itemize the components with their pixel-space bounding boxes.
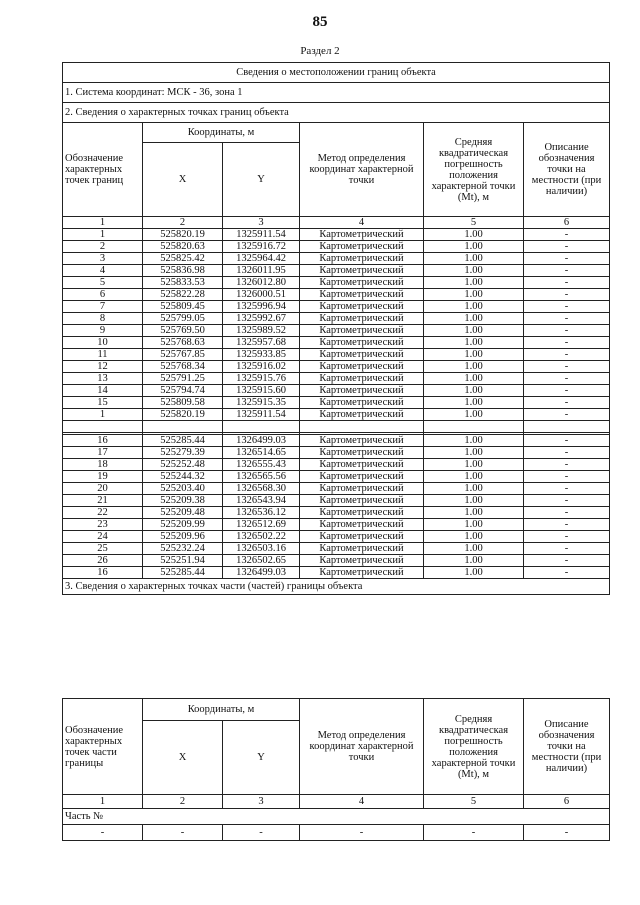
method-cell: Картометрический — [300, 555, 424, 567]
col-number: 4 — [300, 217, 424, 229]
table-row — [63, 373, 610, 385]
table-row — [63, 519, 610, 531]
table-row — [63, 385, 610, 397]
error-cell: 1.00 — [424, 253, 524, 265]
point-number-cell: 9 — [63, 325, 143, 337]
header-error: Средняя квадратическая погрешность положения характерной точки (Mt), м — [424, 123, 524, 217]
header-description: Описание обозначения точки на местности (при наличии) — [524, 123, 610, 217]
method-cell: Картометрический — [300, 459, 424, 471]
point-number-cell: 6 — [63, 289, 143, 301]
error-cell: 1.00 — [424, 301, 524, 313]
y-coordinate-cell: - — [223, 825, 300, 841]
description-cell: - — [524, 277, 610, 289]
part-points-table — [62, 698, 610, 841]
table-row — [63, 325, 610, 337]
col-number: 3 — [223, 795, 300, 809]
method-cell: Картометрический — [300, 349, 424, 361]
y-coordinate-cell: 1325911.54 — [223, 229, 300, 241]
method-cell: Картометрический — [300, 519, 424, 531]
header-x: X — [143, 721, 223, 795]
subsection-2-title: 2. Сведения о характерных точках границ объекта — [63, 103, 610, 123]
description-cell: - — [524, 507, 610, 519]
table-row — [63, 313, 610, 325]
method-cell: Картометрический — [300, 289, 424, 301]
x-coordinate-cell: 525279.39 — [143, 447, 223, 459]
error-cell: 1.00 — [424, 313, 524, 325]
method-cell: Картометрический — [300, 229, 424, 241]
part-label: Часть № — [63, 809, 610, 825]
y-coordinate-cell: 1326011.95 — [223, 265, 300, 277]
description-cell: - — [524, 567, 610, 579]
table-row — [63, 507, 610, 519]
y-coordinate-cell: 1325996.94 — [223, 301, 300, 313]
point-number-cell: 16 — [63, 435, 143, 447]
y-coordinate-cell — [223, 421, 300, 433]
x-coordinate-cell: 525820.19 — [143, 409, 223, 421]
description-cell — [524, 421, 610, 433]
x-coordinate-cell: 525209.99 — [143, 519, 223, 531]
error-cell: 1.00 — [424, 265, 524, 277]
error-cell: 1.00 — [424, 471, 524, 483]
error-cell: 1.00 — [424, 385, 524, 397]
error-cell: 1.00 — [424, 567, 524, 579]
point-number-cell — [63, 421, 143, 433]
point-number-cell: 18 — [63, 459, 143, 471]
x-coordinate-cell: 525791.25 — [143, 373, 223, 385]
error-cell: 1.00 — [424, 435, 524, 447]
y-coordinate-cell: 1325933.85 — [223, 349, 300, 361]
description-cell: - — [524, 361, 610, 373]
description-cell: - — [524, 471, 610, 483]
method-cell: Картометрический — [300, 495, 424, 507]
x-coordinate-cell: 525794.74 — [143, 385, 223, 397]
error-cell: 1.00 — [424, 289, 524, 301]
table-row — [63, 349, 610, 361]
description-cell: - — [524, 313, 610, 325]
error-cell: 1.00 — [424, 229, 524, 241]
error-cell: 1.00 — [424, 277, 524, 289]
table-row — [63, 471, 610, 483]
description-cell: - — [524, 301, 610, 313]
method-cell: Картометрический — [300, 301, 424, 313]
point-number-cell: 2 — [63, 241, 143, 253]
coord-system: 1. Система координат: МСК - 36, зона 1 — [63, 83, 610, 103]
x-coordinate-cell: 525251.94 — [143, 555, 223, 567]
table-row — [63, 435, 610, 447]
error-cell: 1.00 — [424, 409, 524, 421]
table-row — [63, 229, 610, 241]
method-cell: Картометрический — [300, 385, 424, 397]
x-coordinate-cell: 525769.50 — [143, 325, 223, 337]
y-coordinate-cell: 1325915.60 — [223, 385, 300, 397]
table-row — [63, 253, 610, 265]
method-cell: Картометрический — [300, 507, 424, 519]
y-coordinate-cell: 1326555.43 — [223, 459, 300, 471]
page-number: 85 — [312, 14, 328, 30]
boundary-points-table — [62, 62, 610, 595]
point-number-cell: 10 — [63, 337, 143, 349]
method-cell: Картометрический — [300, 265, 424, 277]
error-cell: 1.00 — [424, 459, 524, 471]
description-cell: - — [524, 385, 610, 397]
description-cell: - — [524, 397, 610, 409]
x-coordinate-cell: 525833.53 — [143, 277, 223, 289]
x-coordinate-cell: - — [143, 825, 223, 841]
y-coordinate-cell: 1326514.65 — [223, 447, 300, 459]
col-number: 1 — [63, 217, 143, 229]
header-method: Метод определения координат характерной точки — [300, 123, 424, 217]
table-row — [63, 301, 610, 313]
error-cell: 1.00 — [424, 361, 524, 373]
x-coordinate-cell: 525244.32 — [143, 471, 223, 483]
part-row — [63, 825, 610, 841]
header-point-label: Обозначение характерных точек границ — [63, 123, 143, 217]
table-row — [63, 495, 610, 507]
point-number-cell: 21 — [63, 495, 143, 507]
description-cell: - — [524, 373, 610, 385]
header-y: Y — [223, 721, 300, 795]
x-coordinate-cell: 525209.48 — [143, 507, 223, 519]
point-number-cell: 5 — [63, 277, 143, 289]
col-number: 5 — [424, 795, 524, 809]
x-coordinate-cell: 525768.63 — [143, 337, 223, 349]
x-coordinate-cell: 525799.05 — [143, 313, 223, 325]
method-cell: Картометрический — [300, 471, 424, 483]
y-coordinate-cell: 1326000.51 — [223, 289, 300, 301]
header-y: Y — [223, 143, 300, 217]
y-coordinate-cell: 1325992.67 — [223, 313, 300, 325]
error-cell — [424, 421, 524, 433]
point-number-cell: 11 — [63, 349, 143, 361]
col-number: 6 — [524, 217, 610, 229]
x-coordinate-cell: 525285.44 — [143, 435, 223, 447]
y-coordinate-cell: 1326512.69 — [223, 519, 300, 531]
point-number-cell: 22 — [63, 507, 143, 519]
y-coordinate-cell: 1325915.35 — [223, 397, 300, 409]
method-cell: Картометрический — [300, 543, 424, 555]
table-row — [63, 483, 610, 495]
description-cell: - — [524, 447, 610, 459]
x-coordinate-cell — [143, 421, 223, 433]
y-coordinate-cell: 1325916.72 — [223, 241, 300, 253]
table-row — [63, 241, 610, 253]
table-row — [63, 277, 610, 289]
point-number-cell: 15 — [63, 397, 143, 409]
col-number: 6 — [524, 795, 610, 809]
x-coordinate-cell: 525836.98 — [143, 265, 223, 277]
subsection-3-title: 3. Сведения о характерных точках части (частей) границы объекта — [63, 579, 610, 595]
error-cell: 1.00 — [424, 349, 524, 361]
error-cell: 1.00 — [424, 447, 524, 459]
description-cell: - — [524, 265, 610, 277]
table-title: Сведения о местоположении границ объекта — [63, 63, 610, 83]
point-number-cell: 25 — [63, 543, 143, 555]
method-cell: Картометрический — [300, 361, 424, 373]
description-cell: - — [524, 543, 610, 555]
method-cell: Картометрический — [300, 397, 424, 409]
header-method: Метод определения координат характерной точки — [300, 699, 424, 795]
y-coordinate-cell: 1326568.30 — [223, 483, 300, 495]
header-point-label-part: Обозначение характерных точек части границы — [63, 699, 143, 795]
description-cell: - — [524, 519, 610, 531]
error-cell: 1.00 — [424, 555, 524, 567]
description-cell: - — [524, 337, 610, 349]
y-coordinate-cell: 1326499.03 — [223, 567, 300, 579]
header-x: X — [143, 143, 223, 217]
point-number-cell: 1 — [63, 409, 143, 421]
x-coordinate-cell: 525822.28 — [143, 289, 223, 301]
method-cell: Картометрический — [300, 567, 424, 579]
y-coordinate-cell: 1326502.22 — [223, 531, 300, 543]
point-number-cell: 4 — [63, 265, 143, 277]
point-number-cell: 19 — [63, 471, 143, 483]
error-cell: 1.00 — [424, 373, 524, 385]
description-cell: - — [524, 253, 610, 265]
x-coordinate-cell: 525820.19 — [143, 229, 223, 241]
method-cell — [300, 421, 424, 433]
y-coordinate-cell: 1325915.76 — [223, 373, 300, 385]
col-number: 2 — [143, 795, 223, 809]
col-number: 5 — [424, 217, 524, 229]
col-number: 3 — [223, 217, 300, 229]
table-row — [63, 555, 610, 567]
point-number-cell: 17 — [63, 447, 143, 459]
method-cell: Картометрический — [300, 337, 424, 349]
header-coords: Координаты, м — [143, 123, 300, 143]
table-row — [63, 409, 610, 421]
y-coordinate-cell: 1326012.80 — [223, 277, 300, 289]
error-cell: 1.00 — [424, 337, 524, 349]
description-cell: - — [524, 289, 610, 301]
method-cell: Картометрический — [300, 313, 424, 325]
column-numbers-row — [63, 217, 610, 229]
x-coordinate-cell: 525809.58 — [143, 397, 223, 409]
x-coordinate-cell: 525768.34 — [143, 361, 223, 373]
table-row — [63, 543, 610, 555]
description-cell: - — [524, 229, 610, 241]
section-title: Раздел 2 — [300, 45, 340, 57]
y-coordinate-cell: 1326543.94 — [223, 495, 300, 507]
point-number-cell: 1 — [63, 229, 143, 241]
table-row — [63, 447, 610, 459]
point-number-cell: 24 — [63, 531, 143, 543]
point-number-cell: 26 — [63, 555, 143, 567]
x-coordinate-cell: 525809.45 — [143, 301, 223, 313]
method-cell: Картометрический — [300, 241, 424, 253]
error-cell: 1.00 — [424, 531, 524, 543]
y-coordinate-cell: 1325957.68 — [223, 337, 300, 349]
y-coordinate-cell: 1325989.52 — [223, 325, 300, 337]
description-cell: - — [524, 435, 610, 447]
point-number-cell: 13 — [63, 373, 143, 385]
y-coordinate-cell: 1326499.03 — [223, 435, 300, 447]
description-cell: - — [524, 241, 610, 253]
table-row — [63, 337, 610, 349]
method-cell: Картометрический — [300, 531, 424, 543]
table-row — [63, 531, 610, 543]
x-coordinate-cell: 525232.24 — [143, 543, 223, 555]
error-cell: 1.00 — [424, 495, 524, 507]
x-coordinate-cell: 525252.48 — [143, 459, 223, 471]
y-coordinate-cell: 1325911.54 — [223, 409, 300, 421]
x-coordinate-cell: 525209.38 — [143, 495, 223, 507]
description-cell: - — [524, 495, 610, 507]
method-cell: Картометрический — [300, 277, 424, 289]
table-row — [63, 397, 610, 409]
table-row — [63, 361, 610, 373]
point-number-cell: 7 — [63, 301, 143, 313]
y-coordinate-cell: 1325916.02 — [223, 361, 300, 373]
method-cell: - — [300, 825, 424, 841]
method-cell: Картометрический — [300, 447, 424, 459]
y-coordinate-cell: 1326565.56 — [223, 471, 300, 483]
x-coordinate-cell: 525285.44 — [143, 567, 223, 579]
description-cell: - — [524, 825, 610, 841]
error-cell: 1.00 — [424, 519, 524, 531]
separator-row — [63, 421, 610, 433]
description-cell: - — [524, 325, 610, 337]
x-coordinate-cell: 525767.85 — [143, 349, 223, 361]
method-cell: Картометрический — [300, 483, 424, 495]
col-number: 4 — [300, 795, 424, 809]
point-number-cell: 12 — [63, 361, 143, 373]
table-row — [63, 459, 610, 471]
y-coordinate-cell: 1326503.16 — [223, 543, 300, 555]
point-number-cell: 20 — [63, 483, 143, 495]
error-cell: 1.00 — [424, 543, 524, 555]
method-cell: Картометрический — [300, 253, 424, 265]
description-cell: - — [524, 409, 610, 421]
point-number-cell: 16 — [63, 567, 143, 579]
x-coordinate-cell: 525825.42 — [143, 253, 223, 265]
point-number-cell: 14 — [63, 385, 143, 397]
x-coordinate-cell: 525820.63 — [143, 241, 223, 253]
error-cell: 1.00 — [424, 325, 524, 337]
point-number-cell: 3 — [63, 253, 143, 265]
description-cell: - — [524, 459, 610, 471]
error-cell: 1.00 — [424, 397, 524, 409]
header-error: Средняя квадратическая погрешность положения характерной точки (Mt), м — [424, 699, 524, 795]
table-row — [63, 289, 610, 301]
method-cell: Картометрический — [300, 373, 424, 385]
x-coordinate-cell: 525203.40 — [143, 483, 223, 495]
error-cell: 1.00 — [424, 483, 524, 495]
error-cell: - — [424, 825, 524, 841]
description-cell: - — [524, 555, 610, 567]
method-cell: Картометрический — [300, 325, 424, 337]
x-coordinate-cell: 525209.96 — [143, 531, 223, 543]
table-row — [63, 567, 610, 579]
error-cell: 1.00 — [424, 507, 524, 519]
point-number-cell: - — [63, 825, 143, 841]
description-cell: - — [524, 531, 610, 543]
method-cell: Картометрический — [300, 409, 424, 421]
col-number: 2 — [143, 217, 223, 229]
description-cell: - — [524, 483, 610, 495]
header-coords: Координаты, м — [143, 699, 300, 721]
point-number-cell: 23 — [63, 519, 143, 531]
error-cell: 1.00 — [424, 241, 524, 253]
table-row — [63, 265, 610, 277]
y-coordinate-cell: 1325964.42 — [223, 253, 300, 265]
col-number: 1 — [63, 795, 143, 809]
method-cell: Картометрический — [300, 435, 424, 447]
point-number-cell: 8 — [63, 313, 143, 325]
description-cell: - — [524, 349, 610, 361]
column-numbers-row — [63, 795, 610, 809]
y-coordinate-cell: 1326536.12 — [223, 507, 300, 519]
y-coordinate-cell: 1326502.65 — [223, 555, 300, 567]
header-description: Описание обозначения точки на местности (при наличии) — [524, 699, 610, 795]
